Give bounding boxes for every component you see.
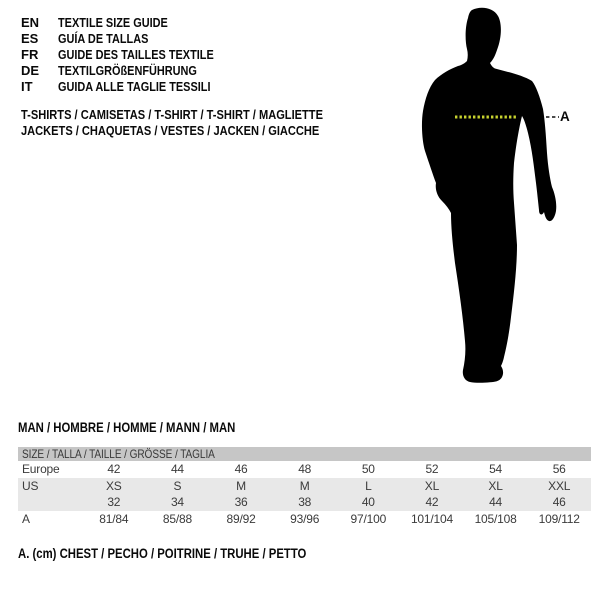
size-value: 44 bbox=[170, 462, 184, 477]
lang-title: TEXTILGRÖßENFÜHRUNG bbox=[58, 63, 197, 78]
section-title-text: MAN / HOMBRE / HOMME / MANN / MAN bbox=[18, 420, 236, 435]
size-value: 85/88 bbox=[162, 511, 192, 526]
lang-title: GUIDE DES TAILLES TEXTILE bbox=[58, 47, 214, 62]
size-value: 50 bbox=[361, 462, 375, 477]
measure-label-a: A bbox=[560, 109, 570, 124]
lang-row-es bbox=[21, 31, 243, 47]
size-table-header bbox=[18, 447, 591, 461]
table-row-us bbox=[18, 478, 591, 495]
lang-code: IT bbox=[21, 79, 33, 94]
size-value: XXL bbox=[548, 478, 571, 493]
section-title-man bbox=[18, 421, 277, 435]
size-value: 42 bbox=[425, 495, 439, 510]
lang-row-fr bbox=[21, 47, 243, 63]
size-value: 105/108 bbox=[474, 511, 517, 526]
size-value: 42 bbox=[107, 462, 121, 477]
size-value: 93/96 bbox=[290, 511, 320, 526]
size-value: 46 bbox=[552, 495, 566, 510]
size-value: 44 bbox=[489, 495, 503, 510]
size-value: 109/112 bbox=[538, 511, 580, 526]
language-legend bbox=[21, 15, 243, 95]
lang-title: GUÍA DE TALLAS bbox=[58, 31, 149, 46]
category-jackets bbox=[21, 123, 380, 139]
size-value: XL bbox=[488, 478, 503, 493]
size-value: 52 bbox=[425, 462, 439, 477]
size-value: 54 bbox=[489, 462, 503, 477]
size-value: M bbox=[299, 478, 310, 493]
size-value: 46 bbox=[234, 462, 248, 477]
size-value: 101/104 bbox=[410, 511, 453, 526]
lang-row-de bbox=[21, 63, 243, 79]
measurement-footnote bbox=[18, 547, 361, 561]
size-value: XS bbox=[106, 478, 122, 493]
row-label: A bbox=[22, 511, 30, 526]
lang-row-en bbox=[21, 15, 243, 31]
table-row-europe bbox=[18, 461, 591, 478]
man-silhouette-figure bbox=[405, 5, 580, 395]
category-tshirts-text: T-SHIRTS / CAMISETAS / T-SHIRT / T-SHIRT / MAGLIETTE bbox=[21, 107, 323, 122]
table-row-us-numeric bbox=[18, 494, 591, 511]
category-tshirts bbox=[21, 107, 380, 123]
size-value: M bbox=[236, 478, 246, 493]
man-silhouette bbox=[422, 8, 556, 383]
row-label: US bbox=[22, 478, 39, 493]
size-value: 56 bbox=[552, 462, 566, 477]
lang-code: EN bbox=[21, 15, 40, 30]
row-label: Europe bbox=[22, 462, 60, 477]
size-value: 40 bbox=[361, 495, 375, 510]
size-value: 97/100 bbox=[350, 511, 387, 526]
size-value: 81/84 bbox=[99, 511, 129, 526]
size-value: 89/92 bbox=[226, 511, 256, 526]
lang-code: DE bbox=[21, 63, 40, 78]
lang-code: ES bbox=[21, 31, 39, 46]
size-value: XL bbox=[424, 478, 440, 493]
lang-title: GUIDA ALLE TAGLIE TESSILI bbox=[58, 79, 211, 94]
table-row-chest-cm bbox=[18, 511, 591, 528]
size-value: 38 bbox=[298, 495, 312, 510]
lang-row-it bbox=[21, 79, 243, 95]
size-value: 32 bbox=[107, 495, 121, 510]
size-value: 48 bbox=[298, 462, 312, 477]
size-table bbox=[18, 447, 591, 527]
size-value: 36 bbox=[234, 495, 248, 510]
size-table-header-text: SIZE / TALLA / TAILLE / GRÖSSE / TAGLIA bbox=[22, 447, 215, 461]
garment-categories bbox=[21, 107, 380, 138]
lang-code: FR bbox=[21, 47, 39, 62]
lang-title: TEXTILE SIZE GUIDE bbox=[58, 15, 168, 30]
measurement-footnote-text: A. (cm) CHEST / PECHO / POITRINE / TRUHE / PETTO bbox=[18, 546, 307, 561]
size-value: L bbox=[365, 478, 372, 493]
size-value: 34 bbox=[170, 495, 184, 510]
category-jackets-text: JACKETS / CHAQUETAS / VESTES / JACKEN / GIACCHE bbox=[21, 122, 320, 138]
size-value: S bbox=[173, 478, 182, 493]
